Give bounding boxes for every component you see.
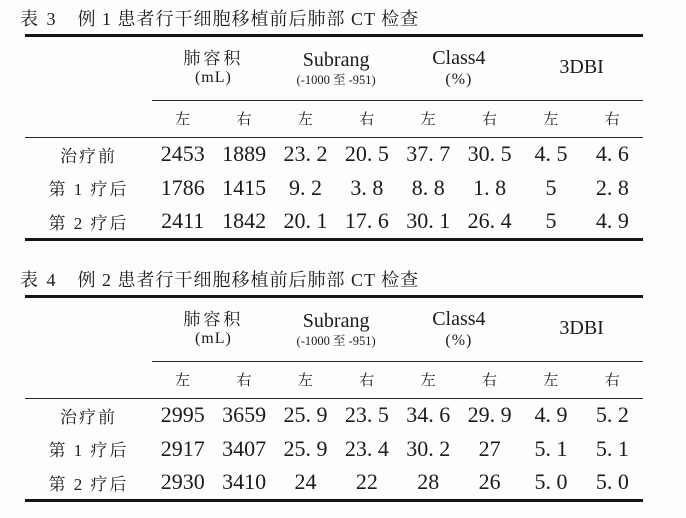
- cell: 4. 5: [534, 141, 568, 167]
- row-label: 第 2 疗后: [48, 213, 129, 233]
- cell: 29. 9: [467, 402, 512, 428]
- cell: 25. 9: [283, 402, 328, 428]
- col-group-range: (-1000 至 -951): [296, 72, 376, 87]
- cell: 3659: [222, 402, 267, 428]
- cell: 1786: [160, 174, 205, 200]
- row-label: 第 1 疗后: [48, 441, 129, 461]
- cell: 23. 2: [283, 141, 328, 167]
- cell: 34. 6: [406, 402, 451, 428]
- col-group-subrang: [275, 37, 398, 100]
- cell: 17. 6: [344, 208, 389, 234]
- cell: 2453: [160, 141, 205, 167]
- col-group-lung-volume: [152, 298, 275, 361]
- cell: 2917: [160, 435, 205, 461]
- cell: 3. 8: [350, 174, 384, 200]
- col-group-lung-volume: [152, 37, 275, 100]
- col-group-subrang: [275, 298, 398, 361]
- cell: 30. 1: [406, 208, 451, 234]
- table-4-header-spacer: [25, 298, 152, 362]
- table-4-body: [25, 399, 643, 500]
- subheader-right: 右: [359, 373, 375, 390]
- col-group-unit: (mL): [194, 69, 232, 87]
- cell: 2. 8: [595, 174, 629, 200]
- cell: 2411: [161, 208, 205, 234]
- subheader-right: 右: [604, 112, 620, 129]
- cell: 5. 0: [595, 469, 629, 495]
- subheader-left: 左: [175, 112, 191, 129]
- cell: 1415: [222, 174, 267, 200]
- table-row: [25, 399, 643, 433]
- cell: 5: [545, 208, 557, 234]
- cell: 26. 4: [467, 208, 512, 234]
- col-group-label: 3DBI: [559, 56, 604, 79]
- subheader-left: 左: [297, 112, 313, 129]
- subheader-right: 右: [482, 373, 498, 390]
- cell: 26: [478, 469, 501, 495]
- col-group-range: (-1000 至 -951): [296, 333, 376, 348]
- table-3-group-header-row: [25, 37, 643, 101]
- subheader-right: 右: [236, 373, 252, 390]
- cell: 4. 6: [595, 141, 629, 167]
- table-row: [25, 466, 643, 500]
- cell: 20. 1: [283, 208, 328, 234]
- table-4-number: 表 4: [20, 270, 58, 290]
- cell: 5. 1: [595, 435, 629, 461]
- table-row: [25, 138, 643, 172]
- cell: 30. 5: [467, 141, 512, 167]
- row-label: 第 1 疗后: [48, 180, 129, 200]
- cell: 27: [478, 435, 501, 461]
- col-group-class4: [398, 37, 521, 100]
- subheader-left: 左: [543, 112, 559, 129]
- row-label: 治疗前: [60, 407, 117, 427]
- subheader-right: 右: [604, 373, 620, 390]
- cell: 3410: [222, 469, 267, 495]
- cell: 30. 2: [406, 435, 451, 461]
- col-group-label: 肺容积: [183, 309, 244, 329]
- col-group-unit: (%): [445, 331, 473, 349]
- cell: 1. 8: [473, 174, 507, 200]
- cell: 9. 2: [288, 174, 322, 200]
- subheader-left: 左: [420, 373, 436, 390]
- cell: 1889: [222, 141, 267, 167]
- cell: 4. 9: [595, 208, 629, 234]
- cell: 5. 1: [534, 435, 568, 461]
- table-row: [25, 432, 643, 466]
- table-3-number: 表 3: [20, 9, 58, 29]
- table-4-caption: [20, 269, 643, 295]
- cell: 5. 2: [595, 402, 629, 428]
- col-group-label: Class4: [432, 46, 486, 69]
- table-4-group-header-row: [25, 298, 643, 362]
- col-group-unit: (%): [445, 70, 473, 88]
- col-group-3dbi: [520, 37, 643, 100]
- subheader-left: 左: [175, 373, 191, 390]
- subheader-right: 右: [482, 112, 498, 129]
- subheader-right: 右: [359, 112, 375, 129]
- col-group-label: Subrang: [302, 48, 370, 71]
- subheader-left: 左: [297, 373, 313, 390]
- row-label: 第 2 疗后: [48, 474, 129, 494]
- table-3-caption: [20, 8, 643, 34]
- col-group-label: Subrang: [302, 309, 370, 332]
- subheader-left: 左: [543, 373, 559, 390]
- cell: 28: [417, 469, 440, 495]
- table-3-header-spacer: [25, 37, 152, 101]
- row-label: 治疗前: [60, 146, 117, 166]
- cell: 1842: [222, 208, 267, 234]
- col-group-3dbi: [520, 298, 643, 361]
- col-group-unit: (mL): [194, 330, 232, 348]
- cell: 23. 5: [344, 402, 389, 428]
- cell: 24: [294, 469, 317, 495]
- cell: 3407: [222, 435, 267, 461]
- cell: 20. 5: [344, 141, 389, 167]
- col-group-class4: [398, 298, 521, 361]
- cell: 8. 8: [411, 174, 445, 200]
- cell: 4. 9: [534, 402, 568, 428]
- cell: 37. 7: [406, 141, 451, 167]
- cell: 23. 4: [344, 435, 389, 461]
- table-4: [20, 269, 643, 502]
- col-group-label: 3DBI: [559, 317, 604, 340]
- table-3-title-text: 例 1 患者行干细胞移植前后肺部 CT 检查: [77, 9, 420, 29]
- table-3-subheader-row: [25, 101, 643, 138]
- table-4-bottom-rule: [25, 499, 643, 502]
- cell: 5: [545, 174, 557, 200]
- cell: 5. 0: [534, 469, 568, 495]
- table-row: [25, 171, 643, 205]
- subheader-right: 右: [236, 112, 252, 129]
- table-row: [25, 205, 643, 239]
- cell: 2930: [160, 469, 205, 495]
- col-group-label: 肺容积: [183, 48, 244, 68]
- cell: 22: [355, 469, 378, 495]
- cell: 25. 9: [283, 435, 328, 461]
- table-3-body: [25, 138, 643, 239]
- table-4-title-text: 例 2 患者行干细胞移植前后肺部 CT 检查: [77, 270, 420, 290]
- table-4-column-groups: [152, 298, 643, 362]
- subheader-left: 左: [420, 112, 436, 129]
- table-3: [20, 8, 643, 241]
- table-3-bottom-rule: [25, 238, 643, 241]
- table-3-column-groups: [152, 37, 643, 101]
- col-group-label: Class4: [432, 307, 486, 330]
- cell: 2995: [160, 402, 205, 428]
- table-4-subheader-row: [25, 362, 643, 399]
